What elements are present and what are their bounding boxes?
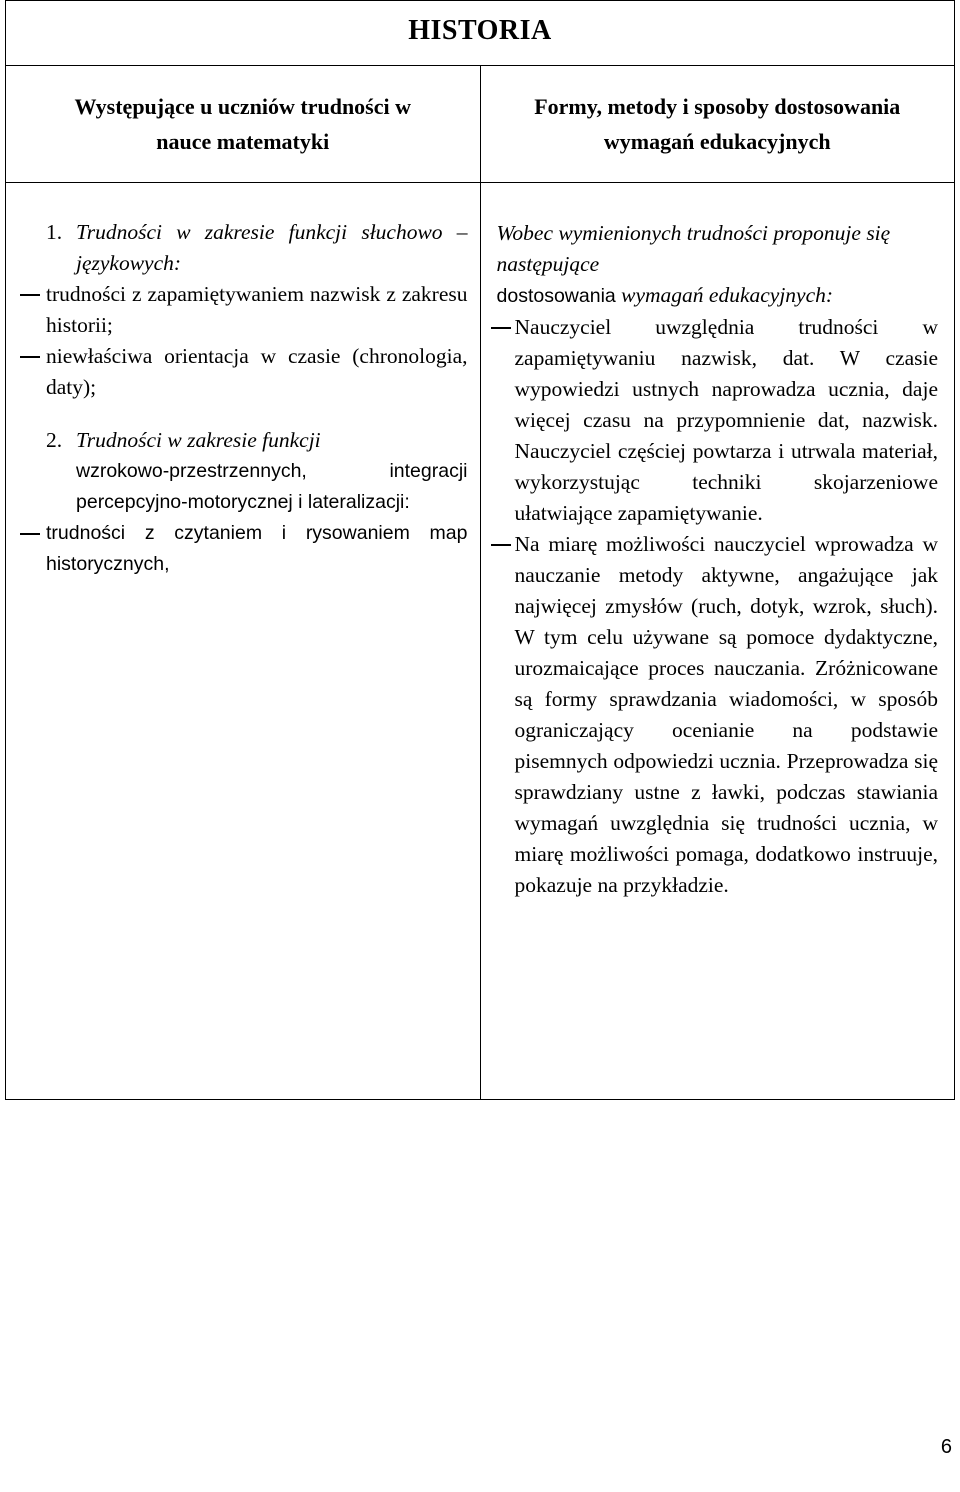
intro-plain: dostosowania	[496, 285, 616, 307]
intro-text	[497, 218, 939, 312]
bullet-item	[20, 279, 468, 341]
bullet-text: trudności z zapamiętywaniem nazwisk z zakresu historii;	[46, 282, 468, 337]
bullet-text: trudności z czytaniem i rysowaniem map historycznych,	[46, 522, 468, 575]
item-number: 2.	[46, 428, 63, 452]
dash-icon	[20, 279, 46, 341]
page-number: 6	[940, 1436, 952, 1458]
intro-italic-end: wymagań edukacyjnych:	[621, 283, 834, 307]
header-right	[481, 89, 955, 159]
intro-italic: Wobec wymienionych trudności proponuje się następujące	[496, 221, 891, 276]
header-left-line-1: Występujące u uczniów trudności w	[74, 94, 412, 119]
dash-icon	[491, 529, 515, 901]
table-title: HISTORIA	[408, 15, 552, 46]
difficulty-item-2	[46, 425, 468, 456]
bullet-text: niewłaściwa orientacja w czasie (chronologia, daty);	[46, 344, 468, 399]
item-number: 1.	[46, 220, 63, 244]
adaptation-item	[491, 312, 939, 529]
item-heading: Trudności w zakresie funkcji słuchowo – językowych:	[76, 220, 468, 275]
bullet-item	[20, 518, 468, 580]
adaptation-table	[5, 0, 955, 1100]
difficulties-cell	[6, 183, 481, 1100]
adaptation-text: Nauczyciel uwzględnia trudności w zapamiętywaniu nazwisk, dat. W czasie wypowiedzi ustnych naprowadza ucznia, daje więcej czasu na przypomnienie dat, nazwisk. Nauczyciel częściej powtarza i utrwala materiał, wykorzystując techniki skojarzeniowe ułatwiające zapamiętywanie.	[514, 315, 938, 525]
difficulty-item-1	[46, 217, 468, 279]
header-right-cell	[480, 66, 955, 183]
dash-icon	[491, 312, 515, 529]
bullet-item	[20, 341, 468, 403]
header-left	[6, 89, 480, 159]
dash-icon	[20, 518, 46, 580]
item-heading: Trudności w zakresie funkcji	[76, 428, 321, 452]
adaptation-item	[491, 529, 939, 901]
header-right-line-1: Formy, metody i sposoby dostosowania	[534, 94, 901, 119]
header-left-line-2: nauce matematyki	[156, 129, 330, 154]
item-heading-continuation: wzrokowo-przestrzennych, integracji percepcyjno-motorycznej i lateralizacji:	[76, 460, 468, 513]
title-cell	[6, 1, 955, 66]
header-right-line-2: wymagań edukacyjnych	[603, 129, 831, 154]
adaptations-cell	[480, 183, 955, 1100]
adaptation-text: Na miarę możliwości nauczyciel wprowadza w nauczanie metody aktywne, angażujące jak najwięcej zmysłów (ruch, dotyk, wzrok, słuch). W tym celu używane są pomoce dydaktyczne, urozmaicające proces nauczania. Zróżnicowane są formy sprawdzania wiadomości, w sposób ograniczający ocenianie na podstawie pisemnych odpowiedzi ucznia. Przeprowadza się sprawdziany ustne z ławki, podczas stawiania wymagań uwzględnia się trudności ucznia, w miarę możliwości pomaga, dodatkowo instruuje, pokazuje na przykładzie.	[514, 532, 938, 897]
document-sheet	[5, 0, 955, 1100]
dash-icon	[20, 341, 46, 403]
header-left-cell	[6, 66, 481, 183]
